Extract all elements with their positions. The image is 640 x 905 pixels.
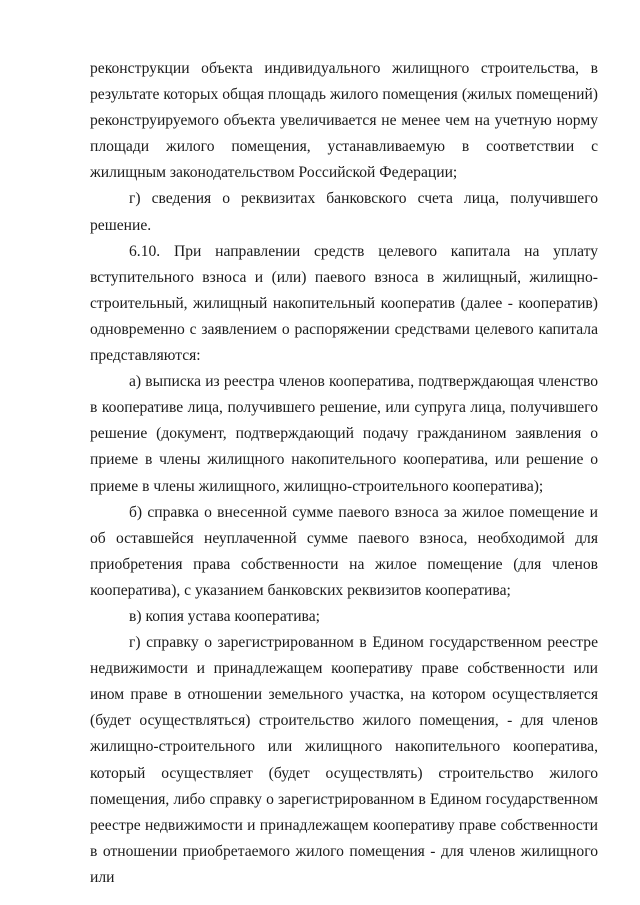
document-body	[90, 56, 598, 891]
paragraph-item-g: г) справку о зарегистрированном в Едином государственном реестре недвижимости и принадлежащем кооперативу праве собственности или ином праве в отношении земельного участка, на котором осуществляется (будет осуществляться) строительство жилого помещения, - для членов жилищно-строительного или жилищного накопительного кооператива, который осуществляет (будет осуществлять) строительство жилого помещения, либо справку о зарегистрированном в Едином государственном реестре недвижимости и принадлежащем кооперативу праве собственности в отношении приобретаемого жилого помещения - для членов жилищного или	[90, 634, 598, 886]
paragraph-item-a: а) выписка из реестра членов кооператива, подтверждающая членство в кооперативе лица, получившего решение, или супруга лица, получившего решение (документ, подтверждающий подачу гражданином заявления о приеме в члены жилищного накопительного кооператива, или решение о приеме в члены жилищного, жилищно-строительного кооператива);	[90, 373, 598, 495]
paragraph-continuation: реконструкции объекта индивидуального жилищного строительства, в результате которых общая площадь жилого помещения (жилых помещений) реконструируемого объекта увеличивается не менее чем на учетную норму площади жилого помещения, устанавливаемую в соответствии с жилищным законодательством Российской Федерации;	[90, 60, 598, 182]
paragraph-item-g-bank-details: г) сведения о реквизитах банковского счета лица, получившего решение.	[90, 190, 598, 234]
paragraph-item-b: б) справка о внесенной сумме паевого взноса за жилое помещение и об оставшейся неуплаченной сумме паевого взноса, необходимой для приобретения права собственности на жилое помещение (для членов кооператива), с указанием банковских реквизитов кооператива;	[90, 503, 598, 599]
paragraph-clause-6-10: 6.10. При направлении средств целевого капитала на уплату вступительного взноса и (или) паевого взноса в жилищный, жилищно-строительный, жилищный накопительный кооператив (далее - кооператив) одновременно с заявлением о распоряжении средствами целевого капитала представляются:	[90, 242, 598, 365]
paragraph-item-v: в) копия устава кооператива;	[129, 607, 320, 625]
